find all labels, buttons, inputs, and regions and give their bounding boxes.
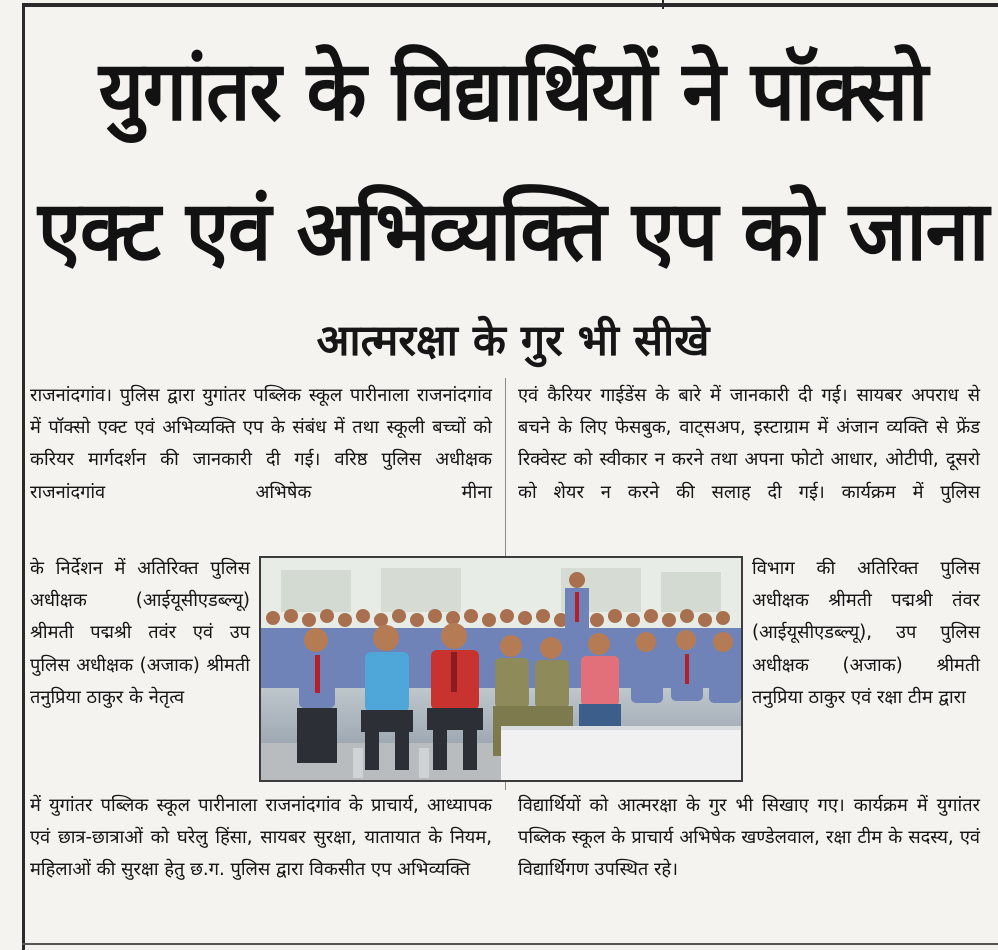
column2-bottom-text: विद्यार्थियों को आत्मरक्षा के गुर भी सिखाए गए। कार्यक्रम में युगांतर पब्लिक स्कूल के प्राचार्य अभिषेक खण्डेलवाल, रक्षा टीम के सदस्य, एवं विद्यार्थिगण उपस्थित रहे। xyxy=(518,795,980,881)
photo-chair xyxy=(353,748,363,778)
left-rule xyxy=(22,3,25,950)
news-photo xyxy=(259,556,743,782)
top-rule xyxy=(22,3,998,7)
photo-table xyxy=(501,728,741,780)
photo-chair xyxy=(419,748,429,778)
column2-top-text: एवं कैरियर गाईडेंस के बारे में जानकारी दी गई। सायबर अपराध से बचने के लिए फेसबुक, वाट्सअप, इस्टाग्राम में अंजान व्यक्ति से फ्रेंड रिक्वेस्ट को स्वीकार न करने तथा अपना फोटो आधार, ओटीपी, दूसरो को शेयर न करने की सलाह दी गई। कार्यक्रम में पुलिस xyxy=(518,385,980,503)
top-rule-tick xyxy=(662,0,664,9)
column2-side-text: विभाग की अतिरिक्त पुलिस अधीक्षक श्रीमती पद्मश्री तंवर (आईयूसीएडब्ल्यू), उप पुलिस अधीक्षक (अजाक) श्रीमती तनुप्रिया ठाकुर एवं रक्षा टीम द्वारा xyxy=(752,558,980,708)
column1-bottom-text: में युगांतर पब्लिक स्कूल पारीनाला राजनांदगांव के प्राचार्य, आध्यापक एवं छात्र-छात्राओं को घरेलु हिंसा, सायबर सुरक्षा, यातायात के नियम, महिलाओं की सुरक्षा हेतु छ.ग. पुलिस द्वारा विकसीत एप अभिव्यक्ति xyxy=(30,795,492,881)
photo-window xyxy=(661,572,721,612)
column1-top-text: राजनांदगांव। पुलिस द्वारा युगांतर पब्लिक स्कूल पारीनाला राजनांदगांव में पॉक्सो एक्ट एवं अभिव्यक्ति एप के संबंध में तथा स्कूली बच्चों को करियर मार्गदर्शन की जानकारी दी गई। वरिष्ठ पुलिस अधीक्षक राजनांदगांव अभिषेक मीना xyxy=(30,385,492,503)
subheadline: आत्मरक्षा के गुर भी सीखे xyxy=(316,316,710,366)
group-photo-icon xyxy=(261,558,741,780)
column1-side-text: के निर्देशन में अतिरिक्त पुलिस अधीक्षक (आईयूसीएडब्ल्यू) श्रीमती पद्मश्री तवंर एवं उप पुलिस अधीक्षक (अजाक) श्रीमती तनुप्रिया ठाकुर के नेतृत्व xyxy=(30,558,250,708)
headline: युगांतर के विद्यार्थियों ने पॉक्सो एक्ट एवं अभिव्यक्ति एप को जाना xyxy=(37,44,989,280)
bottom-rule xyxy=(22,943,998,945)
photo-window xyxy=(281,570,351,612)
photo-window xyxy=(381,568,461,612)
